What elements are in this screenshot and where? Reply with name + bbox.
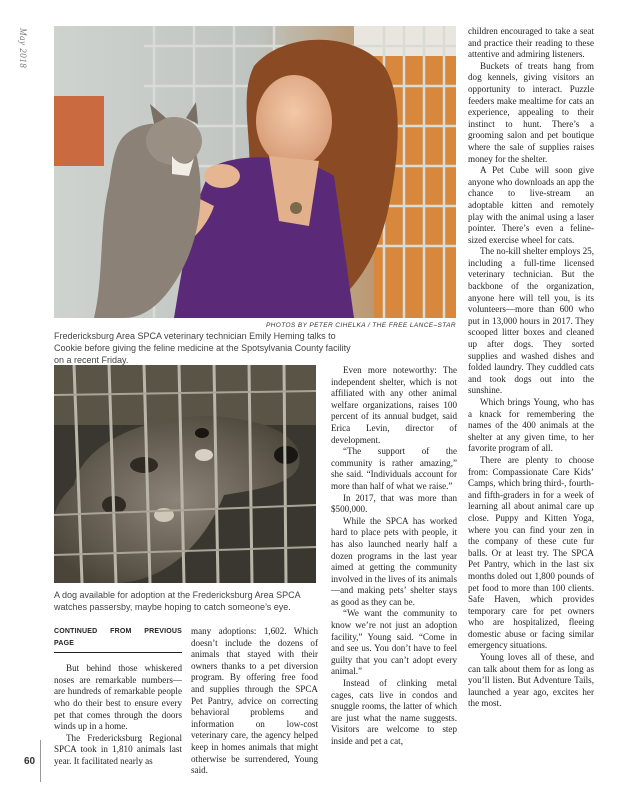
paragraph: Even more noteworthy: The independent shelter, which is not affiliated with any other animal welfare organizations, raises 100 percent of its annual budget, said Erica Levin, director of development.: [331, 365, 457, 445]
page-number: 60: [24, 756, 36, 767]
caption-dog: A dog available for adoption at the Fredericksburg Area SPCA watches passersby, maybe hoping to catch someone’s eye.: [54, 590, 301, 612]
article-column-3: [331, 365, 457, 748]
paragraph: Young loves all of these, and can talk about them for as long as you’ll listen. But Adventure Tails, launched a year ago, excites her the most.: [468, 652, 594, 709]
paragraph: While the SPCA has worked hard to place pets with people, it has also launched nearly half a dozen programs in the last year aimed at getting the community involved in the lives of its animals—and making pets’ shelter stays as good as they can be.: [331, 515, 457, 607]
continued-kicker: CONTINUED FROM PREVIOUS PAGE: [54, 626, 182, 653]
paragraph: There are plenty to choose from: Compassionate Care Kids’ Camps, which bring third-, fourth- and fifth-graders in for a week of learning all about animal care up close. Puppy and Kitten Yoga, where you can find your zen in the company of these cute fur balls. Or at least try. The SPCA Pet Pantry, which in the last six months doled out 1,800 pounds of pet food to more than 100 clients. Safe Haven, which provides temporary care for pet owners who are hospitalized, fleeing domestic abuse or facing similar emergency situations.: [468, 454, 594, 651]
paragraph: Buckets of treats hang from dog kennels, giving visitors an opportunity to interact. Puzzle feeders make mealtime for cats an experience, appealing to their instinct to hunt. There’s a grooming salon and pet boutique where the sale of supplies raises money for the shelter.: [468, 60, 594, 164]
paragraph: children encouraged to take a seat and practice their reading to these attentive and admiring listeners.: [468, 26, 594, 60]
paragraph: A Pet Cube will soon give anyone who downloads an app the chance to live-stream an adoptable kitten and remotely play with the animal using a laser pointer. There’s even a feline-sized exercise wheel for cats.: [468, 165, 594, 245]
page-number-rule: [40, 740, 41, 782]
paragraph: Which brings Young, who has a knack for remembering the names of the 400 animals at the shelter at any given time, to her favorite program of all.: [468, 397, 594, 454]
article-column-4: [468, 26, 594, 710]
paragraph: The Fredericksburg Regional SPCA took in 1,810 animals last year. It facilitated nearly as: [54, 732, 182, 766]
paragraph: many adoptions: 1,602. Which doesn’t include the dozens of animals that stayed with their owners thanks to a pet diversion program. By offering free food and supplies through the SPCA Pet Pantry, advice on correcting behavioral problems and information on low-cost veterinary care, the agency helped keep in homes animals that might otherwise be surrendered, Young said.: [191, 626, 318, 776]
photo-technician-with-cat: [54, 26, 456, 318]
photo-credit: PHOTOS BY PETER CIHELKA / THE FREE LANCE–STAR: [265, 322, 456, 329]
paragraph: But behind those whiskered noses are remarkable numbers—are hundreds of remarkable people who do their best to ensure every pet that comes through the doors winds up in a home.: [54, 663, 182, 732]
paragraph: Instead of clinking metal cages, cats live in condos and snuggle rooms, the latter of which are just what the name suggests. Visitors are welcome to step inside and pet a cat,: [331, 678, 457, 746]
article-column-1: [54, 626, 182, 768]
paragraph: In 2017, that was more than $500,000.: [331, 492, 457, 515]
photo-dog-behind-bars: [54, 365, 316, 583]
paragraph: The no-kill shelter employs 25, including a full-time licensed veterinary technician. But the backbone of the organization, anyone here will tell you, is its volunteers—more than 600 who put in 13,000 hours in 2017. They scooped litter boxes and cleaned up after dogs. They sorted supplies and washed dishes and folded laundry. They cuddled cats and took dogs out into the sunshine.: [468, 246, 594, 396]
paragraph: “The support of the community is rather amazing,” she said. “Individuals account for more than half of what we raise.”: [331, 446, 457, 491]
running-head: May 2018: [18, 28, 28, 69]
caption-technician: Fredericksburg Area SPCA veterinary technician Emily Heming talks to Cookie before giving the feline medicine at the Spotsylvania County facility on a recent Friday.: [54, 331, 351, 365]
article-column-2: [191, 626, 318, 777]
paragraph: “We want the community to know we’re not just an adoption facility,” Young said. “Come in and see us. You don’t have to feel guilty that you can’t adopt every animal.”: [331, 608, 457, 677]
